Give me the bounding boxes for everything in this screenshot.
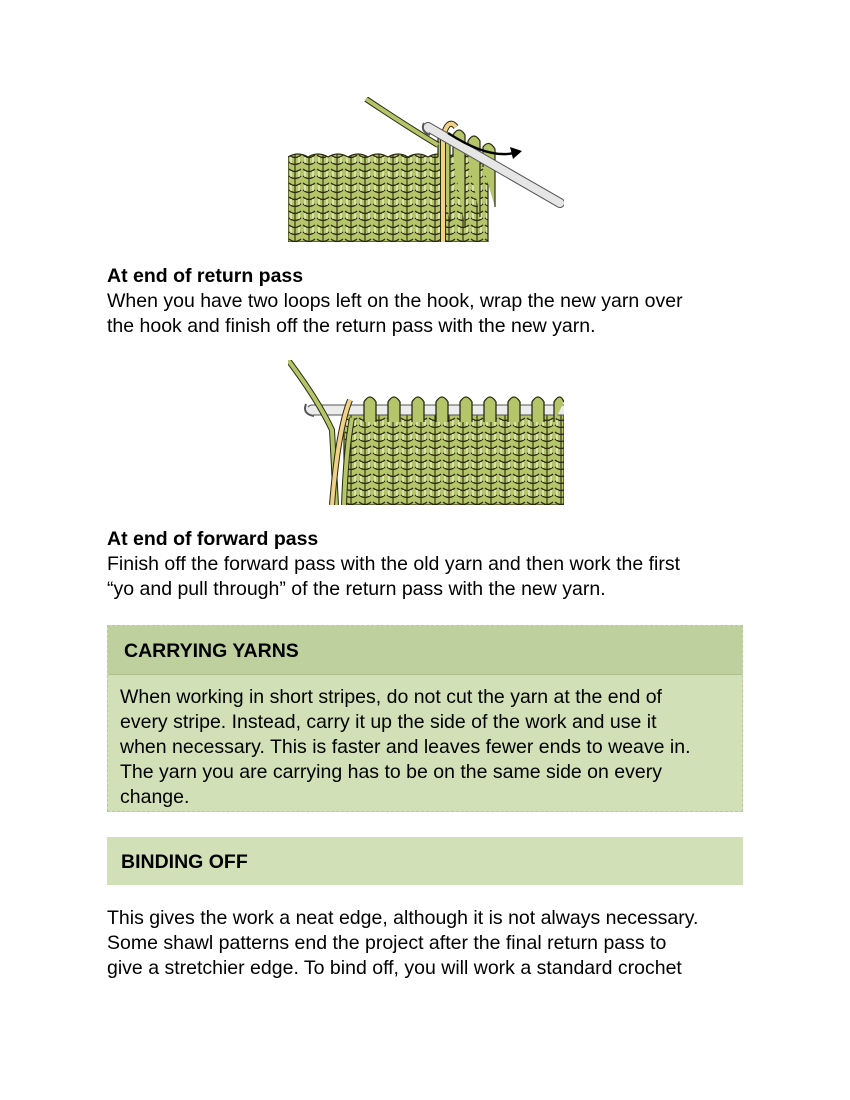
illustration-return-pass bbox=[288, 97, 564, 242]
carrying-yarns-heading: CARRYING YARNS bbox=[108, 626, 742, 675]
forward-pass-section bbox=[107, 527, 747, 602]
carrying-yarns-box bbox=[107, 625, 743, 812]
return-pass-section bbox=[107, 264, 747, 339]
crochet-hook-yarn-over-icon bbox=[288, 97, 564, 242]
crochet-hook-loops-icon bbox=[288, 360, 564, 505]
binding-off-text: This gives the work a neat edge, although it is not always necessary. Some shawl patterns end the project after the final return pass to give a stretchier edge. To bind off, you will work a standard crochet bbox=[107, 907, 699, 979]
forward-pass-heading: At end of forward pass bbox=[107, 528, 319, 550]
return-pass-heading: At end of return pass bbox=[107, 265, 304, 287]
forward-pass-text: Finish off the forward pass with the old yarn and then work the first “yo and pull through” of the return pass with the new yarn. bbox=[107, 553, 681, 600]
illustration-forward-pass bbox=[288, 360, 564, 505]
binding-off-heading: BINDING OFF bbox=[107, 837, 743, 885]
return-pass-text: When you have two loops left on the hook, wrap the new yarn over the hook and finish off the return pass with the new yarn. bbox=[107, 290, 683, 337]
binding-off-section bbox=[107, 906, 757, 981]
carrying-yarns-text: When working in short stripes, do not cut the yarn at the end of every stripe. Instead, carry it up the side of the work and use it when necessary. This is faster and leaves fewer ends to weave in. The yarn you are carrying has to be on the same side on every change. bbox=[120, 686, 691, 808]
